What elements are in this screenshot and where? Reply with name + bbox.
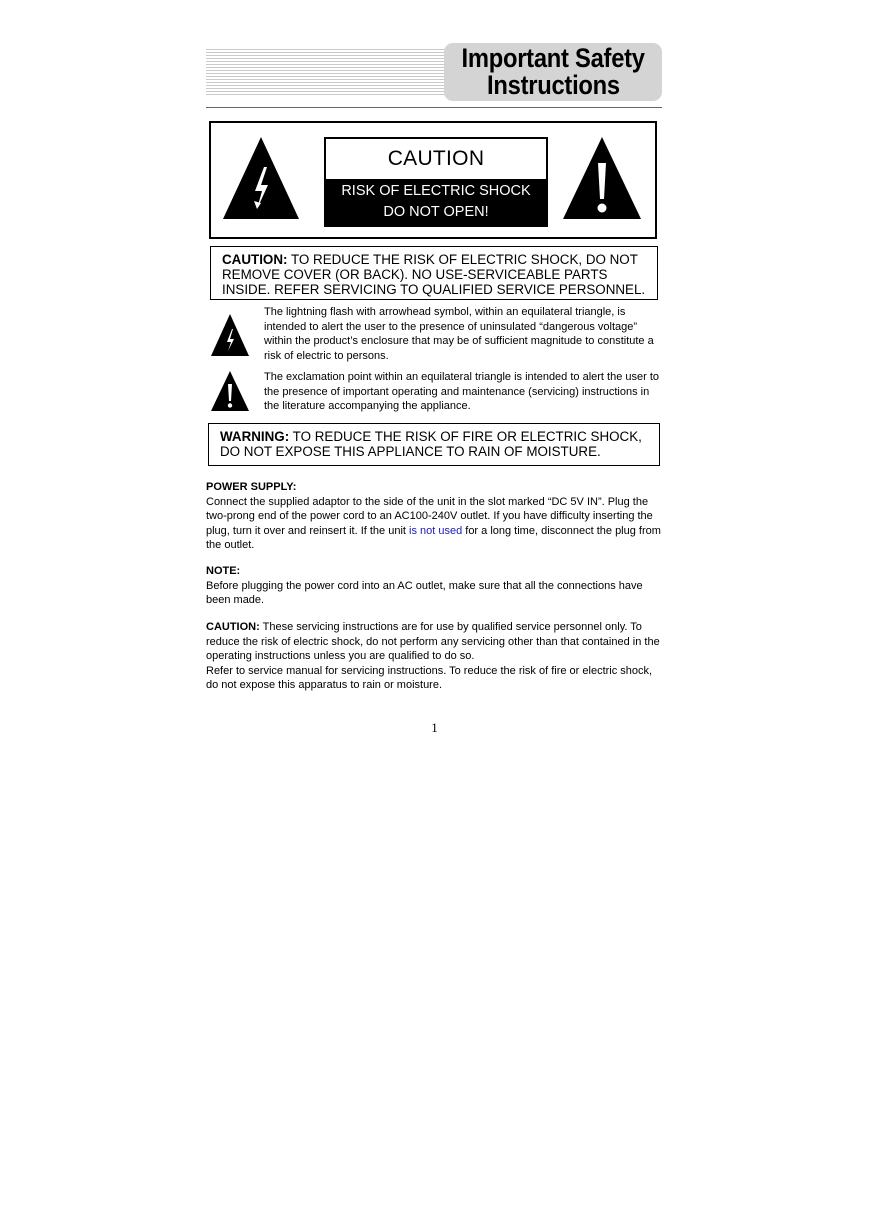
power-supply-section: [206, 480, 662, 553]
page-title-line2: Instructions: [486, 70, 620, 100]
warning-notice-text: TO REDUCE THE RISK OF FIRE OR ELECTRIC SHOCK, DO NOT EXPOSE THIS APPLIANCE TO RAIN OF MOISTURE.: [220, 429, 642, 459]
power-supply-text-part2: for a long time, disconnect the plug from the outlet.: [206, 524, 661, 552]
note-heading: NOTE:: [206, 565, 241, 577]
caution-section-lead: CAUTION:: [206, 621, 260, 633]
lightning-explanation: The lightning flash with arrowhead symbol, within an equilateral triangle, is intended to alert the user to the presence of uninsulated “dangerous voltage” within the product’s enclosure that may be of sufficient magnitude to constitute a risk of electric to persons.: [264, 306, 654, 362]
caution-section: [206, 620, 662, 693]
caution-sticker-line2: DO NOT OPEN!: [383, 204, 489, 220]
caution-notice-lead: CAUTION:: [222, 252, 288, 267]
note-section: [206, 564, 662, 608]
power-supply-text: [206, 495, 662, 553]
page-number: 1: [431, 720, 438, 735]
caution-notice-text: TO REDUCE THE RISK OF ELECTRIC SHOCK, DO NOT REMOVE COVER (OR BACK). NO USE-SERVICEABLE PARTS INSIDE. REFER SERVICING TO QUALIFIED SERVICE PERSONNEL.: [222, 252, 646, 297]
exclamation-warning-icon: [561, 135, 643, 221]
warning-notice-box: [208, 423, 660, 466]
exclamation-icon: [210, 370, 250, 412]
lightning-icon: [210, 313, 250, 357]
caution-section-text1: These servicing instructions are for use by qualified service personnel only. To reduce the risk of electric shock, do not perform any servicing other than that contained in the operating instructions unless you are qualified to do so.: [206, 621, 660, 663]
header-title-tab: [444, 43, 662, 101]
power-supply-highlight: is not used: [409, 524, 463, 537]
note-text: Before plugging the power cord into an AC outlet, make sure that all the connections have been made.: [206, 579, 643, 607]
caution-sticker-body: [326, 179, 546, 225]
power-supply-text-part1: Connect the supplied adaptor to the side of the unit in the slot marked “DC 5V IN”. Plug the two-prong end of the power cord to an AC100-240V outlet. If you have difficulty inserting the plug, turn it over and reinsert it. If the unit: [206, 495, 653, 537]
caution-sticker-line1: RISK OF ELECTRIC SHOCK: [341, 183, 531, 199]
lightning-warning-icon: [221, 135, 301, 221]
power-supply-heading: POWER SUPPLY:: [206, 481, 297, 493]
page-header: [206, 43, 662, 101]
caution-label-panel: [209, 121, 657, 239]
warning-notice-lead: WARNING:: [220, 429, 290, 444]
page-title-line1: Important Safety: [461, 43, 645, 73]
header-stripes: [206, 49, 452, 95]
caution-sticker-title: CAUTION: [326, 139, 546, 179]
caution-notice-box: [210, 246, 658, 300]
caution-section-text: [206, 620, 662, 664]
caution-section-text2: Refer to service manual for servicing instructions. To reduce the risk of fire or electric shock, do not expose this apparatus to rain or moisture.: [206, 664, 653, 692]
exclamation-explanation: The exclamation point within an equilateral triangle is intended to alert the user to the presence of important operating and maintenance (servicing) instructions in the literature accompanying the appliance.: [264, 371, 660, 413]
caution-sticker: [324, 137, 548, 227]
header-divider: [206, 107, 662, 108]
